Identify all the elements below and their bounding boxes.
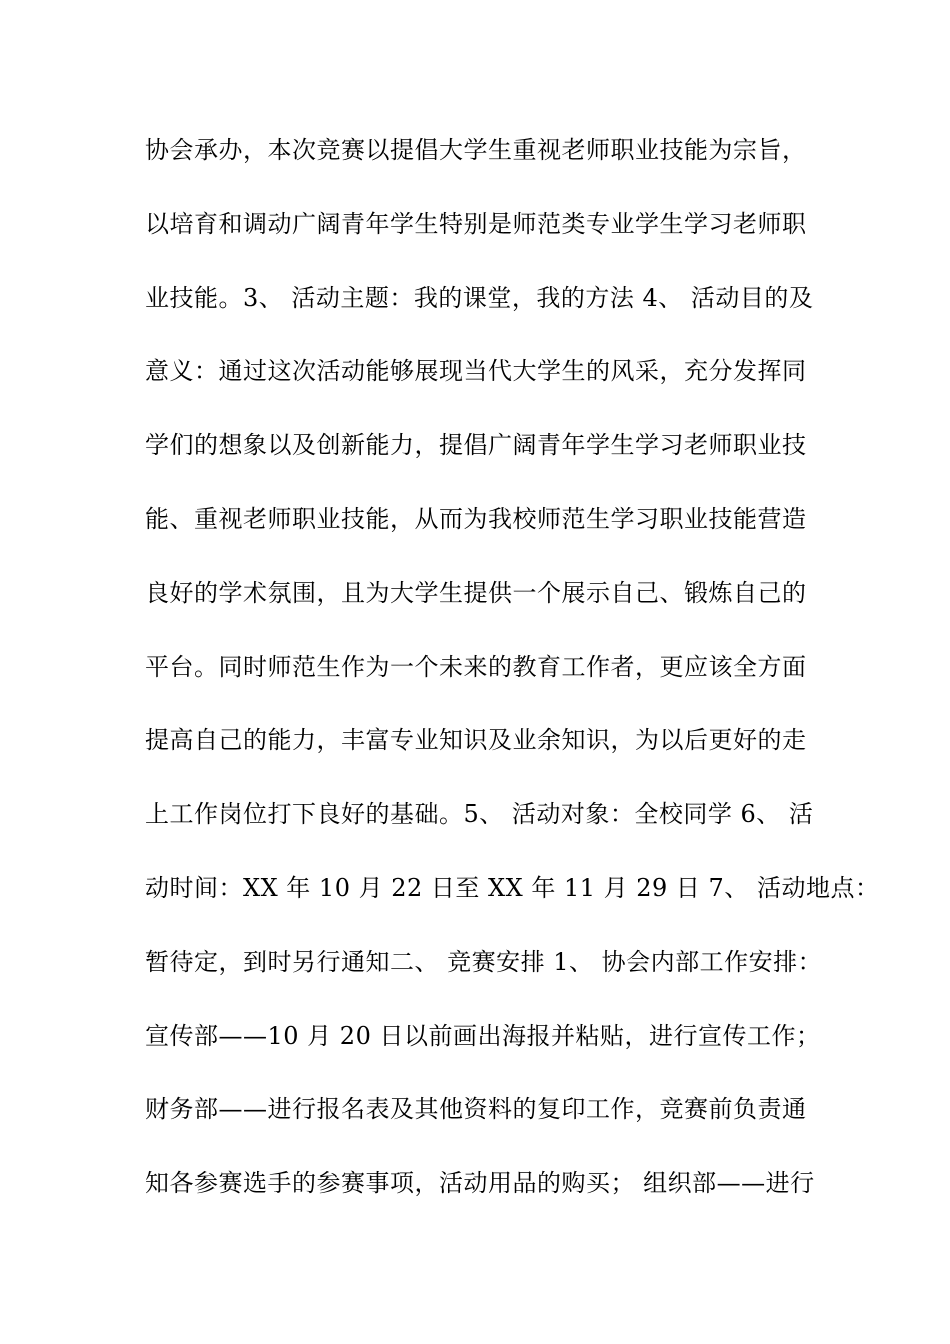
- text-line: 平台。同时师范生作为一个未来的教育工作者，更应该全方面: [145, 652, 807, 681]
- body-text: [145, 128, 880, 1235]
- text-line: 学们的想象以及创新能力，提倡广阔青年学生学习老师职业技: [145, 431, 807, 460]
- text-line: 宣传部——10 月 20 日以前画出海报并粘贴，进行宣传工作；: [145, 1021, 821, 1050]
- text-line: 协会承办，本次竞赛以提倡大学生重视老师职业技能为宗旨，: [145, 136, 807, 164]
- text-line: 财务部——进行报名表及其他资料的复印工作，竞赛前负责通: [145, 1095, 807, 1124]
- text-line: 知各参赛选手的参赛事项，活动用品的购买； 组织部——进行: [145, 1169, 815, 1198]
- text-line: 以培育和调动广阔青年学生特别是师范类专业学生学习老师职: [145, 209, 807, 238]
- text-line: 能、重视老师职业技能，从而为我校师范生学习职业技能营造: [145, 504, 807, 533]
- text-line: 暂待定，到时另行通知二、 竞赛安排 1、 协会内部工作安排：: [145, 947, 823, 976]
- text-line: 业技能。3、 活动主题：我的课堂，我的方法 4、 活动目的及: [145, 283, 814, 312]
- text-line: 良好的学术氛围，且为大学生提供一个展示自己、锻炼自己的: [145, 578, 807, 607]
- text-line: 意义：通过这次活动能够展现当代大学生的风采，充分发挥同: [145, 357, 807, 386]
- text-line: 提高自己的能力，丰富专业知识及业余知识，为以后更好的走: [145, 726, 807, 755]
- text-line: 动时间：XX 年 10 月 22 日至 XX 年 11 月 29 日 7、 活动地点：: [145, 873, 880, 902]
- text-line: 上工作岗位打下良好的基础。5、 活动对象：全校同学 6、 活: [145, 800, 814, 829]
